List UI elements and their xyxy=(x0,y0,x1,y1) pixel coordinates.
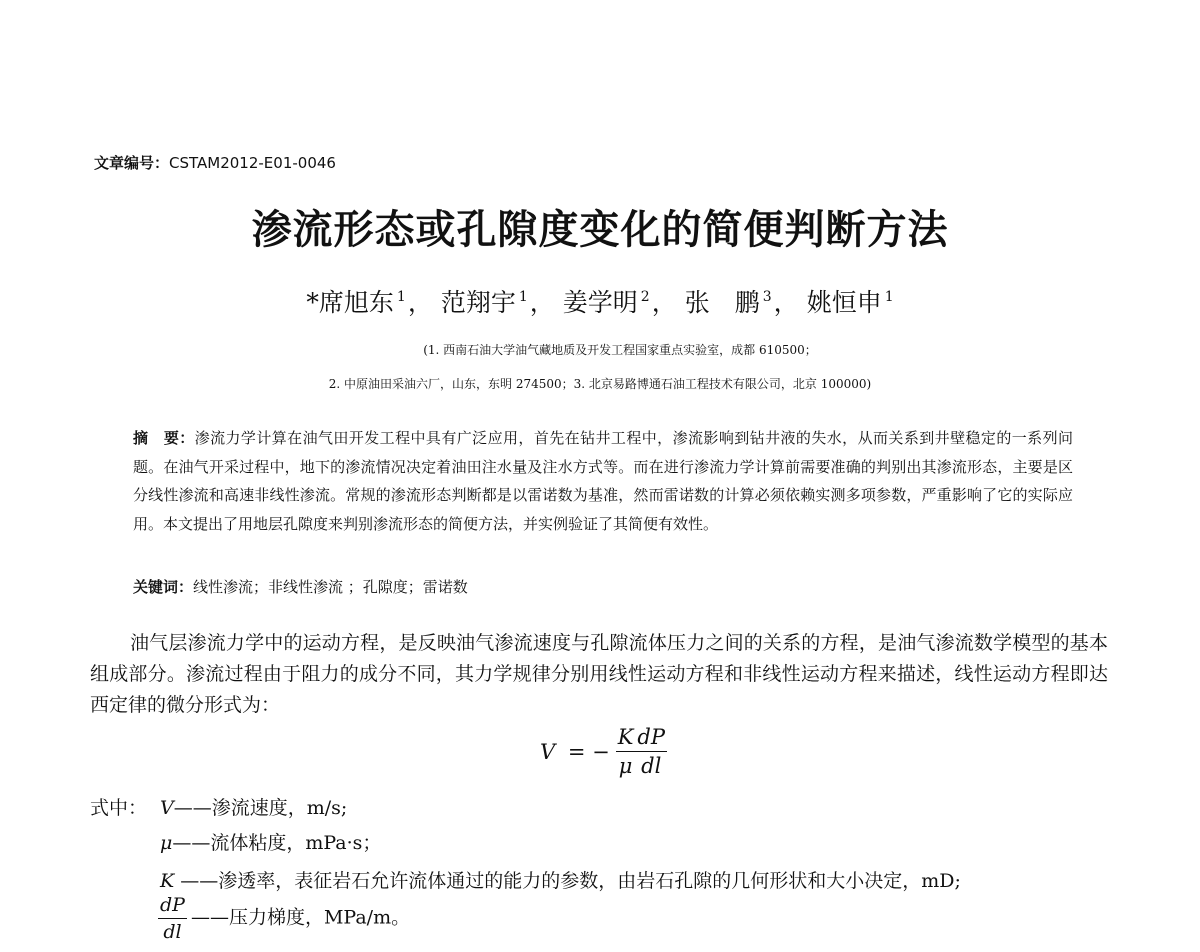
definition-text: ——压力梯度，MPa/m。 xyxy=(190,906,411,929)
definition-symbol: μ xyxy=(160,832,173,854)
definition-symbol-numerator: dP xyxy=(158,894,187,919)
abstract xyxy=(133,424,1073,538)
author: 张 鹏 xyxy=(684,288,760,317)
keywords-text: 线性渗流；非线性渗流 ；孔隙度；雷诺数 xyxy=(193,578,468,596)
author-separator: ， xyxy=(651,288,677,317)
author-affiliation-mark: 1 xyxy=(396,289,406,305)
definition-symbol: K xyxy=(160,870,175,892)
equation-denominator: dl xyxy=(641,754,662,778)
author: 姚恒申 xyxy=(806,288,882,317)
affiliation-line-2: 2. 中原油田采油六厂，山东，东明 274500；3. 北京易路博通石油工程技术有限公司，北京 100000) xyxy=(328,377,872,391)
equation-fraction-dp-dl xyxy=(635,725,667,778)
equation-numerator: K xyxy=(616,725,636,752)
abstract-text: 渗流力学计算在油气田开发工程中具有广泛应用，首先在钻井工程中，渗流影响到钻井液的失水，从而关系到井壁稳定的一系列问题。在油气开采过程中，地下的渗流情况决定着油田注水量及注水方式等。而在进行渗流力学计算前需要准确的判别出其渗流形态，主要是区分线性渗流和高速非线性渗流。常规的渗流形态判断都是以雷诺数为基准，然而雷诺数的计算必须依赖实测多项参数，严重影响了它的实际应用。本文提出了用地层孔隙度来判别渗流形态的简便方法，并实例验证了其简便有效性。 xyxy=(133,429,1073,533)
equation-fraction-k-mu xyxy=(616,725,636,778)
author-separator: ， xyxy=(529,288,555,317)
author-separator: ， xyxy=(773,288,799,317)
author-affiliation-mark: 3 xyxy=(762,289,772,305)
where-label: 式中： xyxy=(90,797,148,819)
article-number-value: CSTAM2012-E01-0046 xyxy=(169,154,336,172)
article-number xyxy=(94,152,336,173)
keywords xyxy=(133,576,468,597)
author-list xyxy=(0,283,1200,319)
definition-text: ——渗透率，表征岩石允许流体通过的能力的参数，由岩石孔隙的几何形状和大小决定，mD; xyxy=(174,870,961,892)
author-affiliation-mark: 1 xyxy=(884,289,894,305)
definition-symbol-denominator: dl xyxy=(163,921,182,943)
author: 范翔宇 xyxy=(440,288,516,317)
affiliation-line-1: (1. 西南石油大学油气藏地质及开发工程国家重点实验室，成都 610500； xyxy=(423,343,817,357)
keywords-label: 关键词： xyxy=(133,578,194,596)
author-affiliation-mark: 1 xyxy=(518,289,528,305)
equation-equals: = − xyxy=(561,739,610,764)
darcy-equation xyxy=(540,725,667,778)
abstract-label: 摘 要： xyxy=(133,429,195,447)
equation-numerator: dP xyxy=(635,725,667,752)
equation-denominator: μ xyxy=(618,754,633,778)
definition-viscosity xyxy=(160,828,381,855)
author: *席旭东 xyxy=(306,288,394,317)
definition-permeability xyxy=(160,866,961,893)
author: 姜学明 xyxy=(562,288,638,317)
definition-velocity xyxy=(160,793,347,820)
equation-lhs: V xyxy=(540,739,556,764)
paper-title: 渗流形态或孔隙度变化的简便判断方法 xyxy=(251,207,949,253)
definition-pressure-gradient xyxy=(158,894,410,943)
definition-text: ——流体粘度，mPa·s； xyxy=(172,832,382,854)
definition-symbol-fraction xyxy=(158,894,187,943)
author-separator: ， xyxy=(407,288,433,317)
definition-symbol: V xyxy=(160,797,174,819)
article-number-label: 文章编号： xyxy=(94,154,170,172)
definition-text: ——渗流速度，m/s; xyxy=(173,797,348,819)
body-paragraph: 油气层渗流力学中的运动方程，是反映油气渗流速度与孔隙流体压力之间的关系的方程，是油气渗流数学模型的基本组成部分。渗流过程由于阻力的成分不同，其力学规律分别用线性运动方程和非线性运动方程来描述，线性运动方程即达西定律的微分形式为： xyxy=(90,632,1108,716)
author-affiliation-mark: 2 xyxy=(640,289,650,305)
